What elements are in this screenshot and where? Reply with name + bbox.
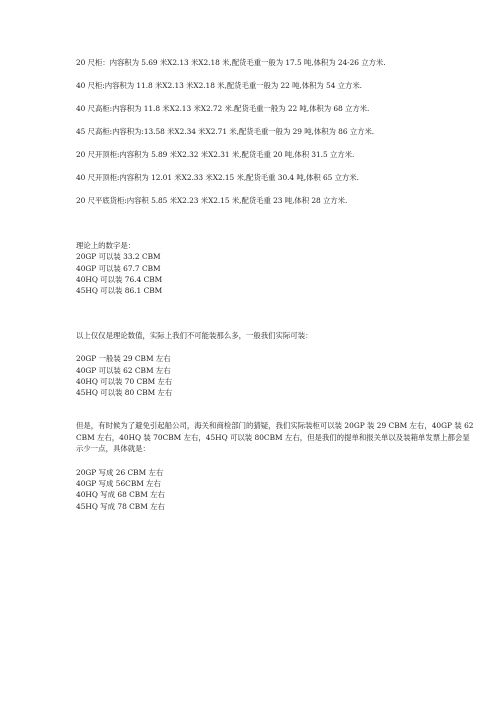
spec-line-40ft-high: 40 尺高柜:内容积为 11.8 米X2.13 米X2.72 米.配货毛重一般为 22 吨,体积为 68 立方米. [76, 104, 370, 113]
spec-line-40ft: 40 尺柜:内容积为 11.8 米X2.13 米X2.18 米,配货毛重一般为 22 吨,体积为 54 立方米. [76, 81, 362, 90]
declared-item: 45HQ 写成 78 CBM 左右 [76, 501, 165, 511]
spec-line-20ft: 20 尺柜：内容积为 5.69 米X2.13 米X2.18 米,配货毛重一般为 17.5 吨,体积为 24-26 立方米. [76, 58, 386, 67]
theory-item: 40GP 可以装 67.7 CBM [76, 263, 161, 273]
practice-item: 20GP 一般装 29 CBM 左右 [76, 354, 171, 364]
spec-line-20ft-flat: 20 尺平底货柜:内容积 5.85 米X2.23 米X2.15 米,配货毛重 23 吨,体积 28 立方米. [76, 196, 348, 205]
practice-heading: 以上仅仅是理论数值，实际上我们不可能装那么多，一般我们实际可装： [76, 331, 313, 340]
declared-item: 40HQ 写成 68 CBM 左右 [76, 490, 165, 500]
spec-line-20ft-open-top: 20 尺开顶柜:内容积为 5.89 米X2.32 米X2.31 米,配货毛重 20 吨,体积 31.5 立方米. [76, 150, 355, 159]
declared-item: 40GP 写成 56CBM 左右 [76, 479, 161, 489]
practice-item: 45HQ 可以装 80 CBM 左右 [76, 388, 173, 398]
spacer [76, 455, 476, 467]
container-spec-list [76, 58, 476, 219]
spec-line-40ft-open-top: 40 尺开顶柜:内容积为 12.01 米X2.33 米X2.15 米,配货毛重 30.4 吨,体积 65 立方米. [76, 173, 359, 182]
theory-item: 45HQ 可以装 86.1 CBM [76, 286, 163, 296]
spec-line-45ft-high: 45 尺高柜:内容积为:13.58 米X2.34 米X2.71 米,配货毛重一般为 29 吨,体积为 86 立方米. [76, 127, 375, 136]
declared-item: 20GP 写成 26 CBM 左右 [76, 467, 164, 477]
theory-heading: 理论上的数字是： [76, 241, 136, 250]
spacer [76, 341, 476, 353]
theory-item: 40HQ 可以装 76.4 CBM [76, 274, 163, 284]
practice-section [76, 330, 476, 398]
declared-section [76, 420, 476, 512]
declared-paragraph: 但是，有时候为了避免引起船公司，海关和商检部门的猜疑，我们实际装柜可以装 20GP 装 29 CBM 左右，40GP 装 62 CBM 左右，40HQ 装 70CBM 左右，45HQ 可以装 80CBM 左右，但是我们的提单和报关单以及装箱单发票上都会显示少一点，具体就是： [76, 421, 474, 454]
practice-item: 40GP 可以装 62 CBM 左右 [76, 365, 171, 375]
practice-item: 40HQ 可以装 70 CBM 左右 [76, 376, 173, 386]
theory-item: 20GP 可以装 33.2 CBM [76, 252, 161, 262]
theory-section [76, 240, 476, 296]
